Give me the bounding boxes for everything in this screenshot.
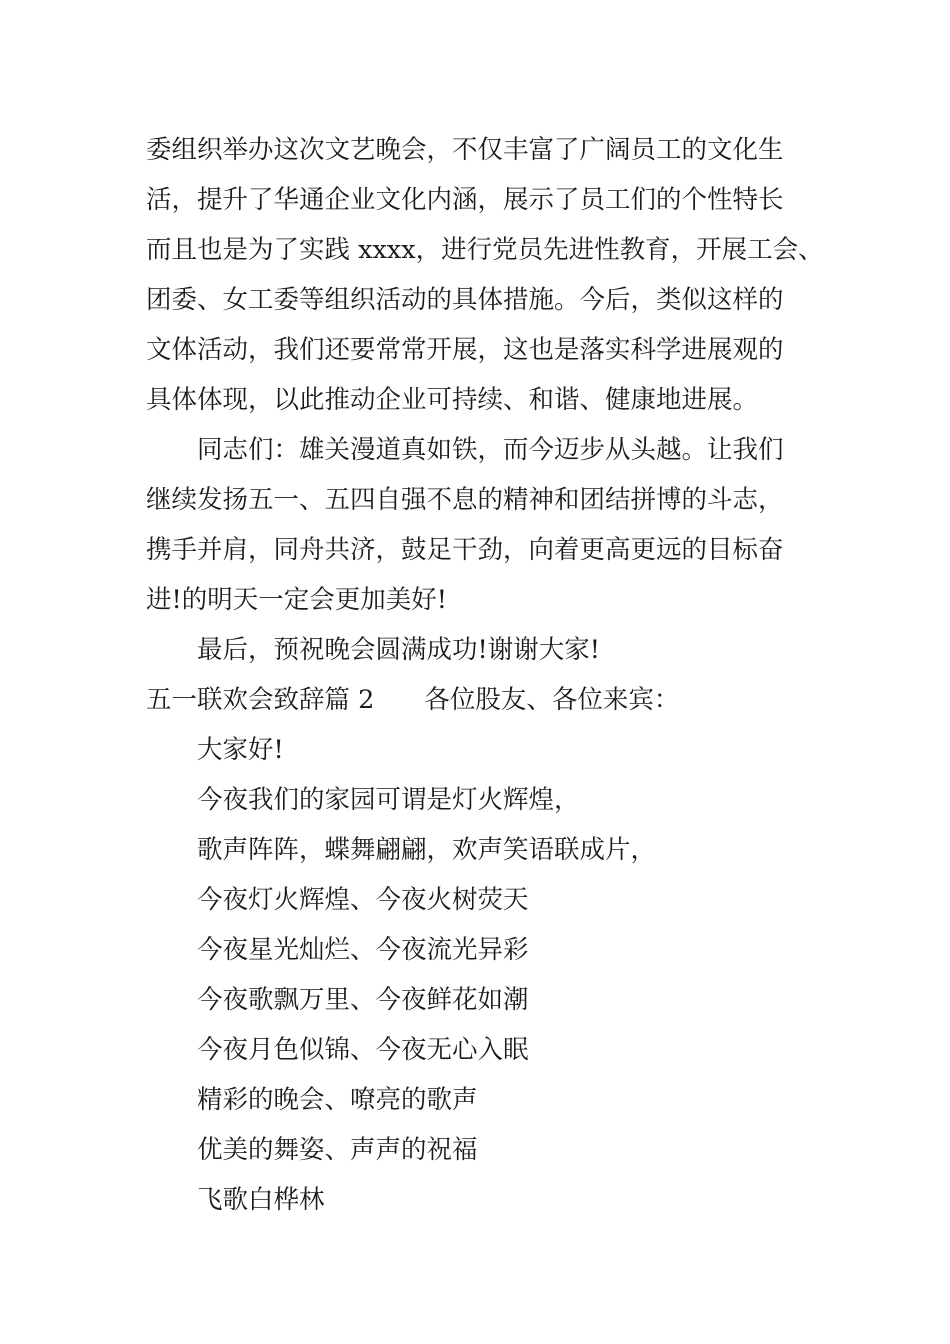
paragraph-line: 而且也是为了实践 xxxx，进行党员先进性教育，开展工会、 [146, 235, 824, 265]
verse-line: 飞歌白桦林 [197, 1185, 325, 1215]
verse-line: 今夜灯火辉煌、今夜火树荧天 [197, 885, 529, 915]
closing-line: 最后，预祝晚会圆满成功!谢谢大家! [197, 635, 600, 665]
paragraph-line: 团委、女工委等组织活动的具体措施。今后，类似这样的 [146, 285, 784, 315]
paragraph-line: 进!的明天一定会更加美好! [146, 585, 447, 615]
paragraph-2 [146, 425, 846, 625]
paragraph-line: 文体活动，我们还要常常开展，这也是落实科学进展观的 [146, 335, 784, 365]
paragraph-line: 携手并肩，同舟共济，鼓足干劲，向着更高更远的目标奋 [146, 535, 784, 565]
section-title: 五一联欢会致辞篇 2 [146, 685, 375, 715]
document-body [146, 125, 846, 1225]
paragraph-line: 委组织举办这次文艺晚会，不仅丰富了广阔员工的文化生 [146, 135, 784, 165]
paragraph-line: 继续发扬五一、五四自强不息的精神和团结拼博的斗志， [146, 485, 784, 515]
verse-line: 优美的舞姿、声声的祝福 [197, 1135, 478, 1165]
paragraph-line: 活，提升了华通企业文化内涵，展示了员工们的个性特长 [146, 185, 784, 215]
paragraph-1 [146, 125, 846, 425]
verse-line: 精彩的晚会、嘹亮的歌声 [197, 1085, 478, 1115]
verse-line: 歌声阵阵，蝶舞翩翩，欢声笑语联成片， [197, 835, 657, 865]
section-heading [146, 675, 846, 725]
verse-block [146, 725, 846, 1225]
verse-line: 今夜歌飘万里、今夜鲜花如潮 [197, 985, 529, 1015]
paragraph-line: 具体体现，以此推动企业可持续、和谐、健康地进展。 [146, 385, 759, 415]
verse-line: 今夜我们的家园可谓是灯火辉煌， [197, 785, 580, 815]
salutation: 各位股友、各位来宾： [424, 685, 680, 715]
verse-line: 大家好! [197, 735, 284, 765]
paragraph-line: 同志们：雄关漫道真如铁，而今迈步从头越。让我们 [197, 435, 784, 465]
verse-line: 今夜星光灿烂、今夜流光异彩 [197, 935, 529, 965]
verse-line: 今夜月色似锦、今夜无心入眠 [197, 1035, 529, 1065]
